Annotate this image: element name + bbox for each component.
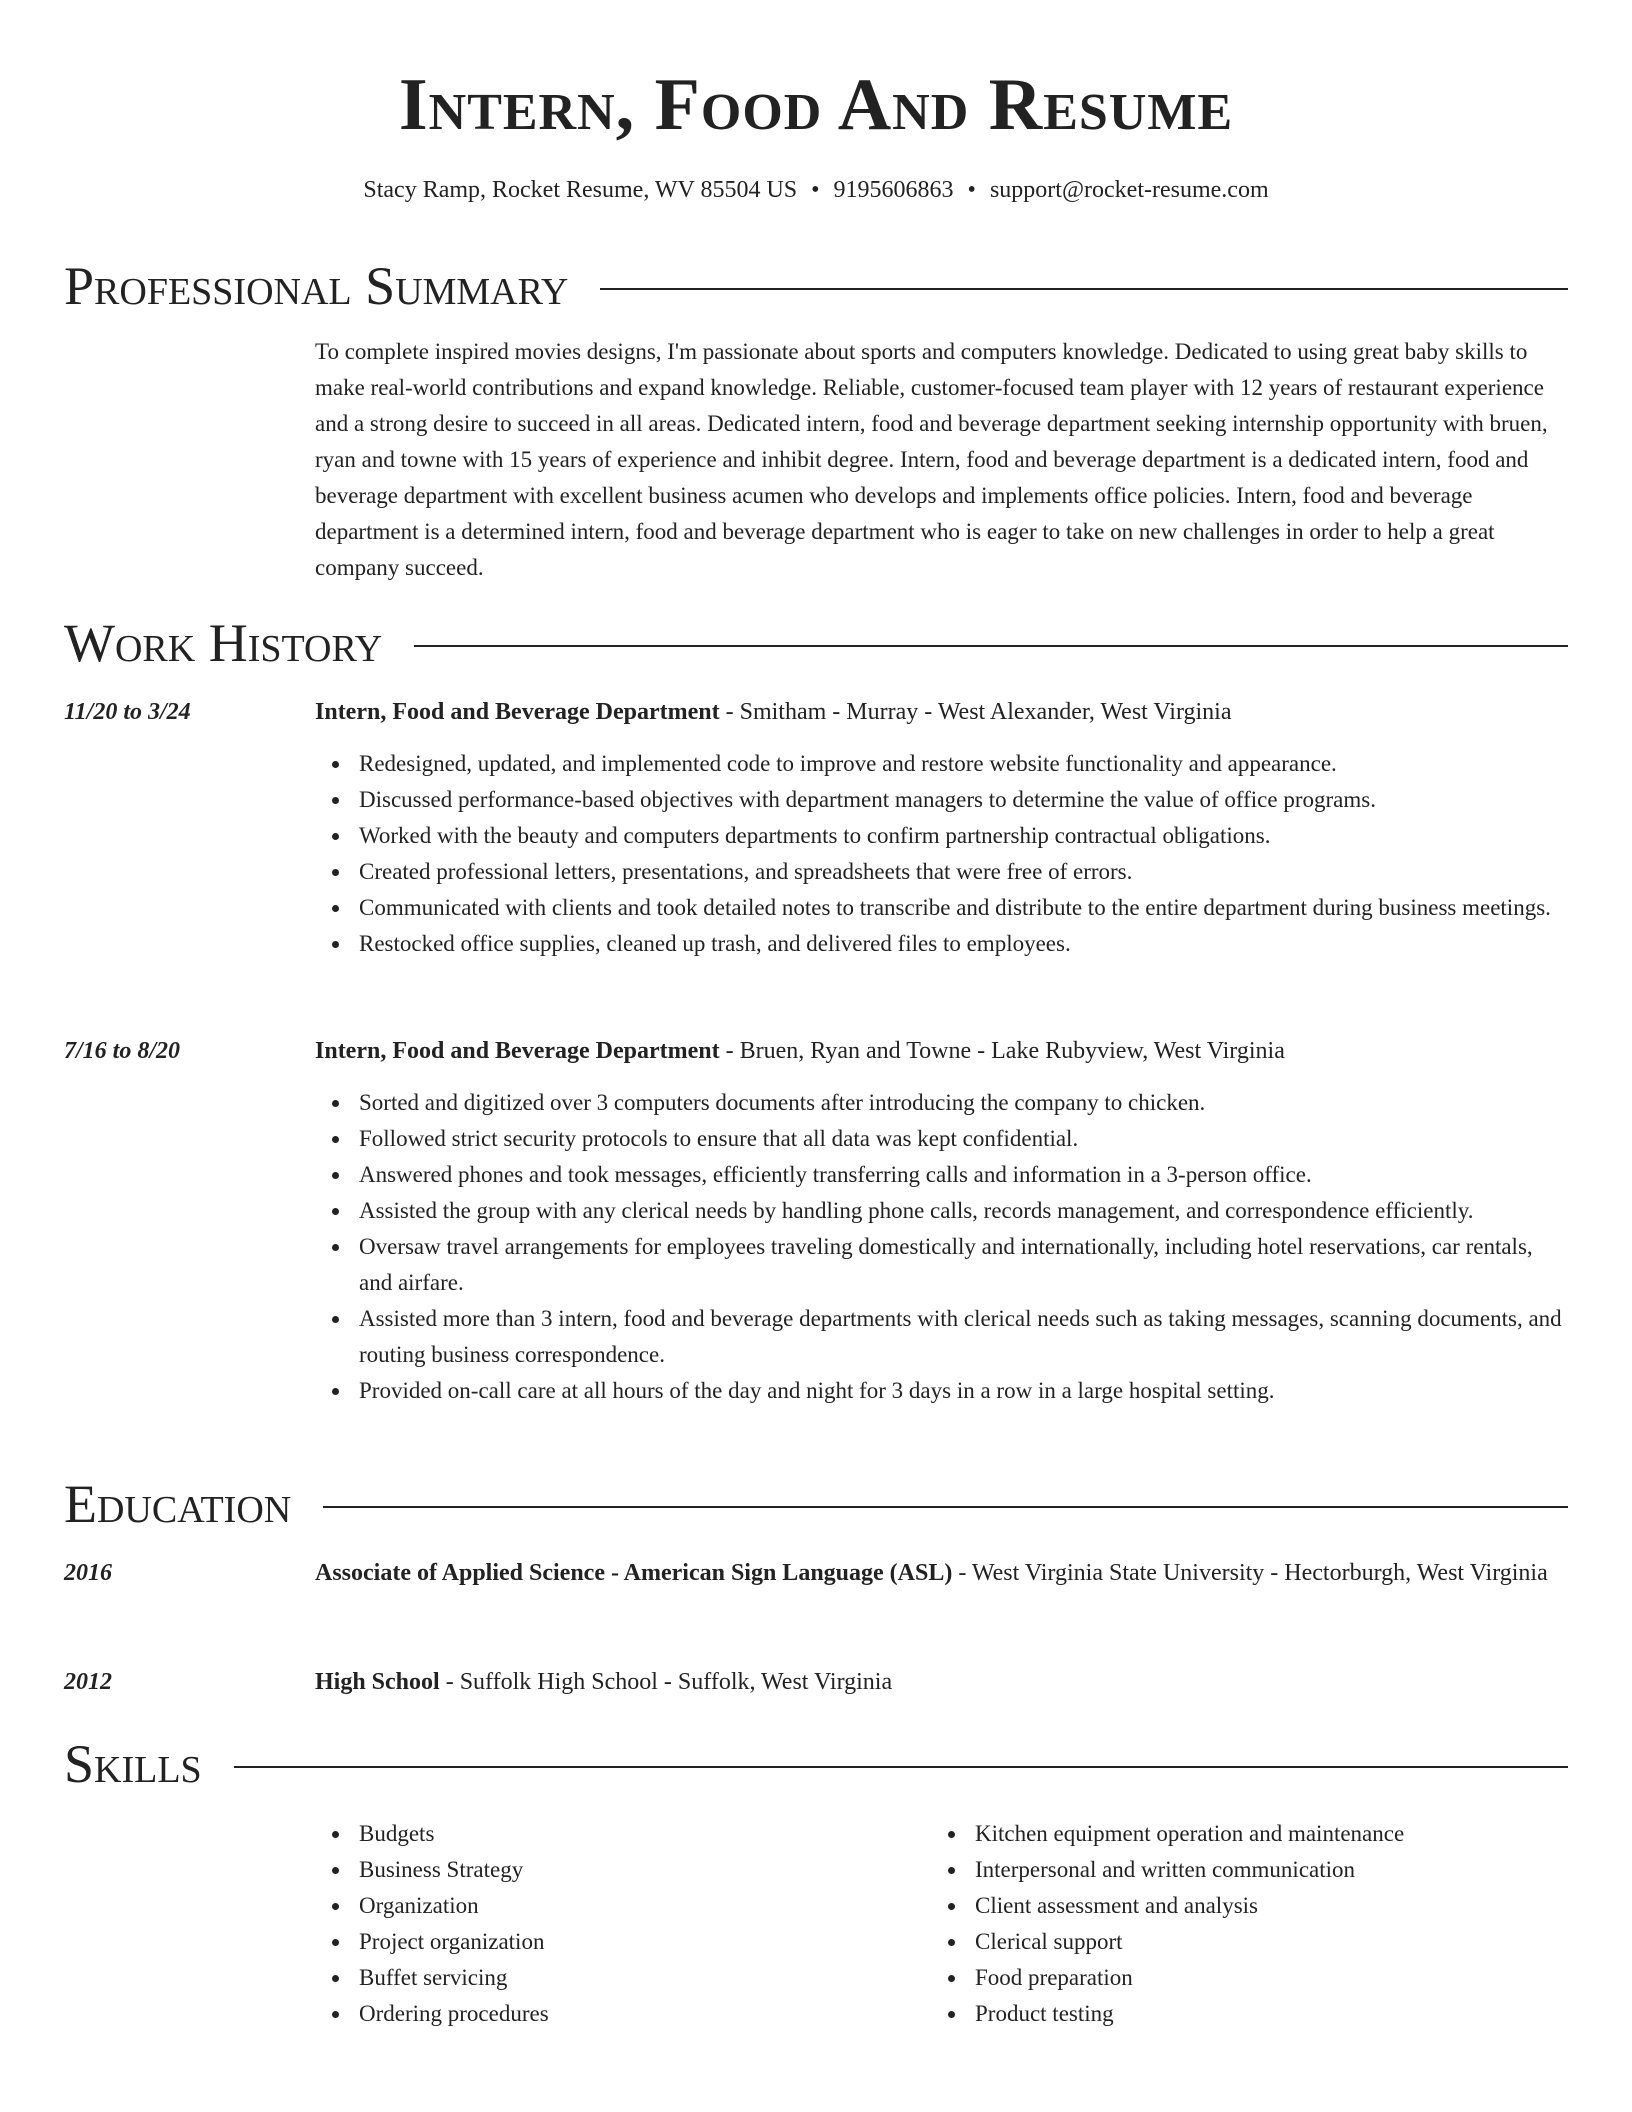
job-role: Intern, Food and Beverage Department	[315, 1038, 720, 1064]
education-heading	[315, 1553, 1568, 1593]
job-details: - Smitham - Murray - West Alexander, West Virginia	[719, 699, 1232, 725]
education-heading	[315, 1662, 1568, 1702]
job-details: - Bruen, Ryan and Towne - Lake Rubyview, West Virginia	[719, 1038, 1285, 1064]
job-bullet: Communicated with clients and took detailed notes to transcribe and distribute to the entire department during business meetings.	[315, 890, 1568, 926]
job-dates: 7/16 to 8/20	[64, 1038, 181, 1064]
job-heading	[315, 1031, 1568, 1071]
job-bullet: Provided on-call care at all hours of the day and night for 3 days in a row in a large hospital setting.	[315, 1373, 1568, 1409]
skill-item: Ordering procedures	[315, 1996, 915, 2032]
section-title-skills	[64, 1733, 1568, 1795]
section-title-work	[64, 612, 1568, 674]
skill-item: Interpersonal and written communication	[931, 1852, 1568, 1888]
resume-name: Intern, Food And Resume	[398, 64, 1234, 146]
resume-page	[64, 0, 1568, 2112]
skill-item: Food preparation	[931, 1960, 1568, 1996]
job-bullet: Discussed performance-based objectives with department managers to determine the value of office programs.	[315, 782, 1568, 818]
section-title-summary	[64, 255, 1568, 317]
section-title-education	[64, 1473, 1568, 1535]
education-details: - West Virginia State University - Hectorburgh, West Virginia	[952, 1560, 1548, 1586]
job-bullet: Followed strict security protocols to ensure that all data was kept confidential.	[315, 1121, 1568, 1157]
job-bullets	[315, 746, 1568, 962]
section-rule	[600, 288, 1568, 290]
job-dates: 11/20 to 3/24	[64, 699, 191, 725]
contact-email: support@rocket-resume.com	[989, 177, 1269, 203]
education-year: 2012	[64, 1669, 112, 1695]
education-degree: Associate of Applied Science - American Sign Language (ASL)	[315, 1560, 953, 1586]
contact-line	[64, 174, 1568, 206]
education-details: - Suffolk High School - Suffolk, West Virginia	[439, 1669, 893, 1695]
job-bullet: Created professional letters, presentations, and spreadsheets that were free of errors.	[315, 854, 1568, 890]
job-bullet: Oversaw travel arrangements for employees traveling domestically and internationally, including hotel reservations, car rentals, and airfare.	[315, 1229, 1568, 1301]
job-bullet: Redesigned, updated, and implemented code to improve and restore website functionality and appearance.	[315, 746, 1568, 782]
section-rule	[414, 645, 1568, 647]
section-title-text: Work History	[64, 613, 383, 673]
job-bullet: Assisted more than 3 intern, food and beverage departments with clerical needs such as taking messages, scanning documents, and routing business correspondence.	[315, 1301, 1568, 1373]
education-degree: High School	[315, 1669, 440, 1695]
job-bullet: Assisted the group with any clerical needs by handling phone calls, records management, and correspondence efficiently.	[315, 1193, 1568, 1229]
job-bullets	[315, 1085, 1568, 1409]
skill-item: Project organization	[315, 1924, 915, 1960]
job-bullet: Worked with the beauty and computers departments to confirm partnership contractual obligations.	[315, 818, 1568, 854]
contact-phone: 9195606863	[833, 177, 954, 203]
contact-separator: •	[967, 177, 976, 203]
skills-list-left	[315, 1816, 915, 2032]
contact-address: Stacy Ramp, Rocket Resume, WV 85504 US	[363, 177, 798, 203]
skill-item: Organization	[315, 1888, 915, 1924]
section-rule	[234, 1766, 1568, 1768]
education-year: 2016	[64, 1560, 112, 1586]
skill-item: Client assessment and analysis	[931, 1888, 1568, 1924]
skill-item: Kitchen equipment operation and maintenance	[931, 1816, 1568, 1852]
job-role: Intern, Food and Beverage Department	[315, 699, 720, 725]
skill-item: Product testing	[931, 1996, 1568, 2032]
skill-item: Clerical support	[931, 1924, 1568, 1960]
summary-text: To complete inspired movies designs, I'm passionate about sports and computers knowledge. Dedicated to using great baby skills to make real-world contributions and expand knowledge. Reliable, customer-focused team player with 12 years of restaurant experience and a strong desire to succeed in all areas. Dedicated intern, food and beverage department seeking internship opportunity with bruen, ryan and towne with 15 years of experience and inhibit degree. Intern, food and beverage department is a dedicated intern, food and beverage department with excellent business acumen who develops and implements office policies. Intern, food and beverage department is a determined intern, food and beverage department who is eager to take on new challenges in order to help a great company succeed.	[315, 339, 1548, 580]
section-rule	[323, 1506, 1568, 1508]
job-bullet: Sorted and digitized over 3 computers documents after introducing the company to chicken.	[315, 1085, 1568, 1121]
job-bullet: Answered phones and took messages, efficiently transferring calls and information in a 3-person office.	[315, 1157, 1568, 1193]
skills-list-right	[931, 1816, 1568, 2032]
section-title-text: Education	[64, 1474, 292, 1534]
section-title-text: Skills	[64, 1734, 202, 1794]
job-heading	[315, 692, 1568, 732]
section-title-text: Professional Summary	[64, 256, 569, 316]
skill-item: Buffet servicing	[315, 1960, 915, 1996]
contact-separator: •	[811, 177, 820, 203]
skill-item: Business Strategy	[315, 1852, 915, 1888]
job-bullet: Restocked office supplies, cleaned up trash, and delivered files to employees.	[315, 926, 1568, 962]
skill-item: Budgets	[315, 1816, 915, 1852]
